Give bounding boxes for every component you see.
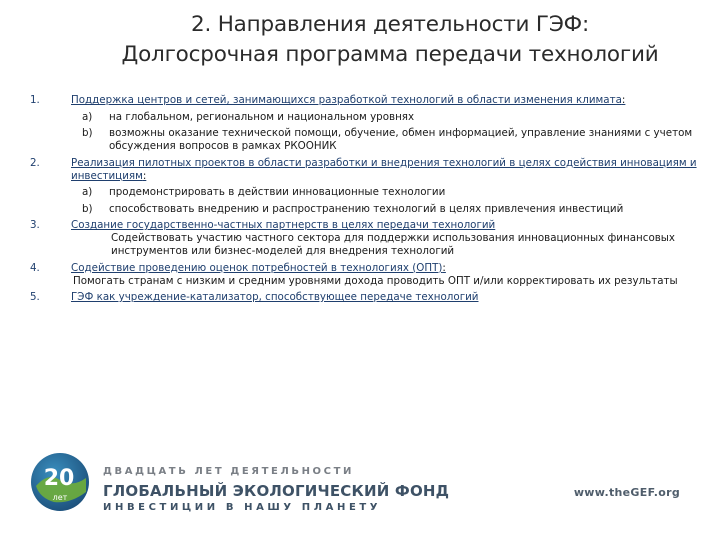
slide-title [60, 10, 720, 70]
svg-text:лет: лет [52, 493, 68, 502]
item-3-description: Содействовать участию частного сектора для поддержки использования инновационных финансовых инструментов или бизнес-моделей для внедрения технологий [111, 232, 676, 257]
item-number: 2. [30, 156, 40, 169]
org-name: ГЛОБАЛЬНЫЙ ЭКОЛОГИЧЕСКИЙ ФОНД [103, 482, 450, 500]
item-4-description: Помогать странам с низким и средним уровнями дохода проводить ОПТ и/или корректировать их результаты [73, 274, 678, 287]
item-number: 1. [30, 94, 40, 106]
list-item-3 [30, 219, 700, 258]
list-item-2 [30, 157, 700, 183]
item-link-tna[interactable]: Содействие проведению оценок потребностей в технологиях (ОПТ): [71, 261, 446, 274]
item-link-ppp[interactable]: Создание государственно-частных партнерств в целях передачи технологий [71, 219, 496, 231]
list-item-4 [30, 262, 700, 288]
item-number: 4. [30, 261, 40, 274]
title-line-2: Долгосрочная программа передачи технологий [121, 42, 659, 67]
sub-item-2b: b) способствовать внедрению и распространению технологий в целях привлечения инвестиций [82, 202, 624, 215]
sub-item-2a: a) продемонстрировать в действии инновационные технологии [82, 186, 446, 198]
org-tagline-top: ДВАДЦАТЬ ЛЕТ ДЕЯТЕЛЬНОСТИ [103, 466, 354, 477]
org-tagline-bottom: ИНВЕСТИЦИИ В НАШУ ПЛАНЕТУ [103, 502, 382, 513]
list-item-1 [30, 94, 700, 107]
footer [0, 440, 720, 540]
list-item-5 [30, 291, 700, 304]
item-link-centers-networks[interactable]: Поддержка центров и сетей, занимающихся разработкой технологий в области изменения климата: [71, 94, 626, 106]
title-line-1: 2. Направления деятельности ГЭФ: [190, 12, 590, 37]
sub-item-1b: b) возможны оказание технической помощи, обучение, обмен информацией, управление знаниями с учетом обсуждения вопросов в рамках РКООНИК [82, 127, 693, 152]
item-number: 3. [30, 219, 40, 231]
directions-list [30, 94, 700, 308]
item-number: 5. [30, 291, 40, 303]
svg-text:20: 20 [43, 466, 75, 491]
item-link-pilot-projects[interactable]: Реализация пилотных проектов в области разработки и внедрения технологий в целях содействия инновациям и инвестициям: [71, 156, 697, 182]
sub-item-1a: a) на глобальном, региональном и национальном уровнях [82, 110, 415, 123]
item-link-gef-catalyst[interactable]: ГЭФ как учреждение-катализатор, способствующее передаче технологий [71, 291, 479, 303]
gef-20-years-logo [30, 452, 90, 512]
website-link[interactable]: www.theGEF.org [573, 486, 680, 499]
